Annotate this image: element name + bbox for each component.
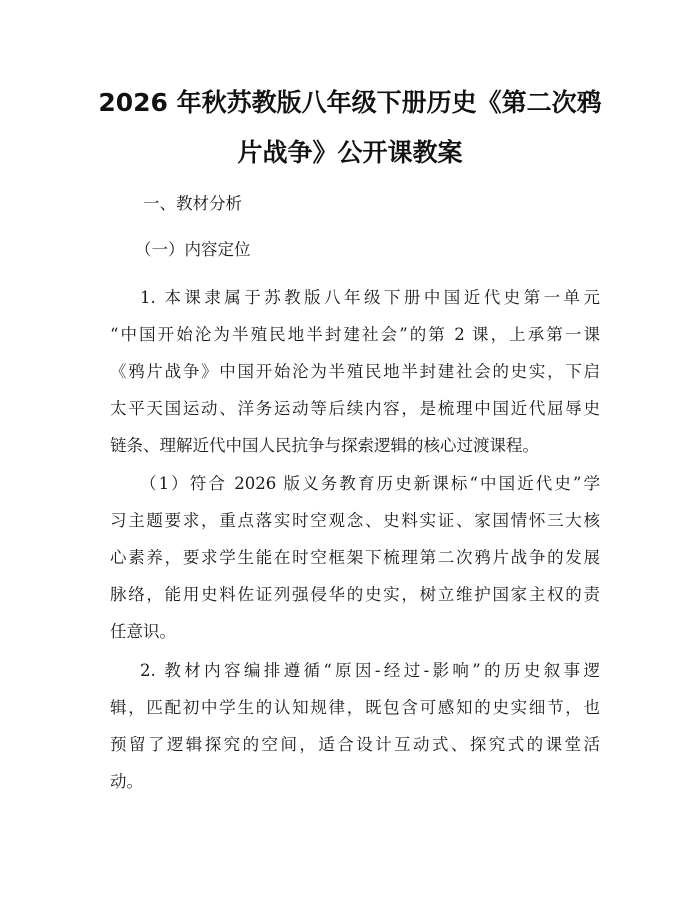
section-heading: 一、教材分析 <box>143 194 242 213</box>
paragraph-line: 链条、理解近代中国人民抗争与探索逻辑的核心过渡课程。 <box>110 436 539 455</box>
document-title-line-2: 片战争》公开课教案 <box>237 138 463 167</box>
paragraph-line: 《鸦片战争》中国开始沦为半殖民地半封建社会的史实，下启 <box>110 362 600 381</box>
paragraph-line: 1. 本课隶属于苏教版八年级下册中国近代史第一单元 <box>140 288 600 307</box>
paragraph-line: 预留了逻辑探究的空间，适合设计互动式、探究式的课堂活 <box>110 735 600 754</box>
subsection-heading: （一）内容定位 <box>135 240 251 259</box>
paragraph-line: 太平天国运动、洋务运动等后续内容，是梳理中国近代屈辱史 <box>110 399 600 418</box>
paragraph-line: 脉络，能用史料佐证列强侵华的史实，树立维护国家主权的责 <box>110 585 600 604</box>
paragraph-line: 2. 教材内容编排遵循“原因-经过-影响”的历史叙事逻 <box>140 661 600 680</box>
paragraph-line: 习主题要求，重点落实时空观念、史料实证、家国情怀三大核 <box>110 511 600 530</box>
paragraph-line: 辑，匹配初中学生的认知规律，既包含可感知的史实细节，也 <box>110 698 600 717</box>
paragraph-line: 动。 <box>110 772 143 791</box>
paragraph-line: 心素养，要求学生能在时空框架下梳理第二次鸦片战争的发展 <box>110 548 600 567</box>
paragraph-line: “中国开始沦为半殖民地半封建社会”的第 2 课，上承第一课 <box>110 325 600 344</box>
document-title-line-1: 2026 年秋苏教版八年级下册历史《第二次鸦 <box>98 88 602 117</box>
paragraph-line: 任意识。 <box>110 622 176 641</box>
paragraph-line: （1）符合 2026 版义务教育历史新课标“中国近代史”学 <box>140 474 600 493</box>
